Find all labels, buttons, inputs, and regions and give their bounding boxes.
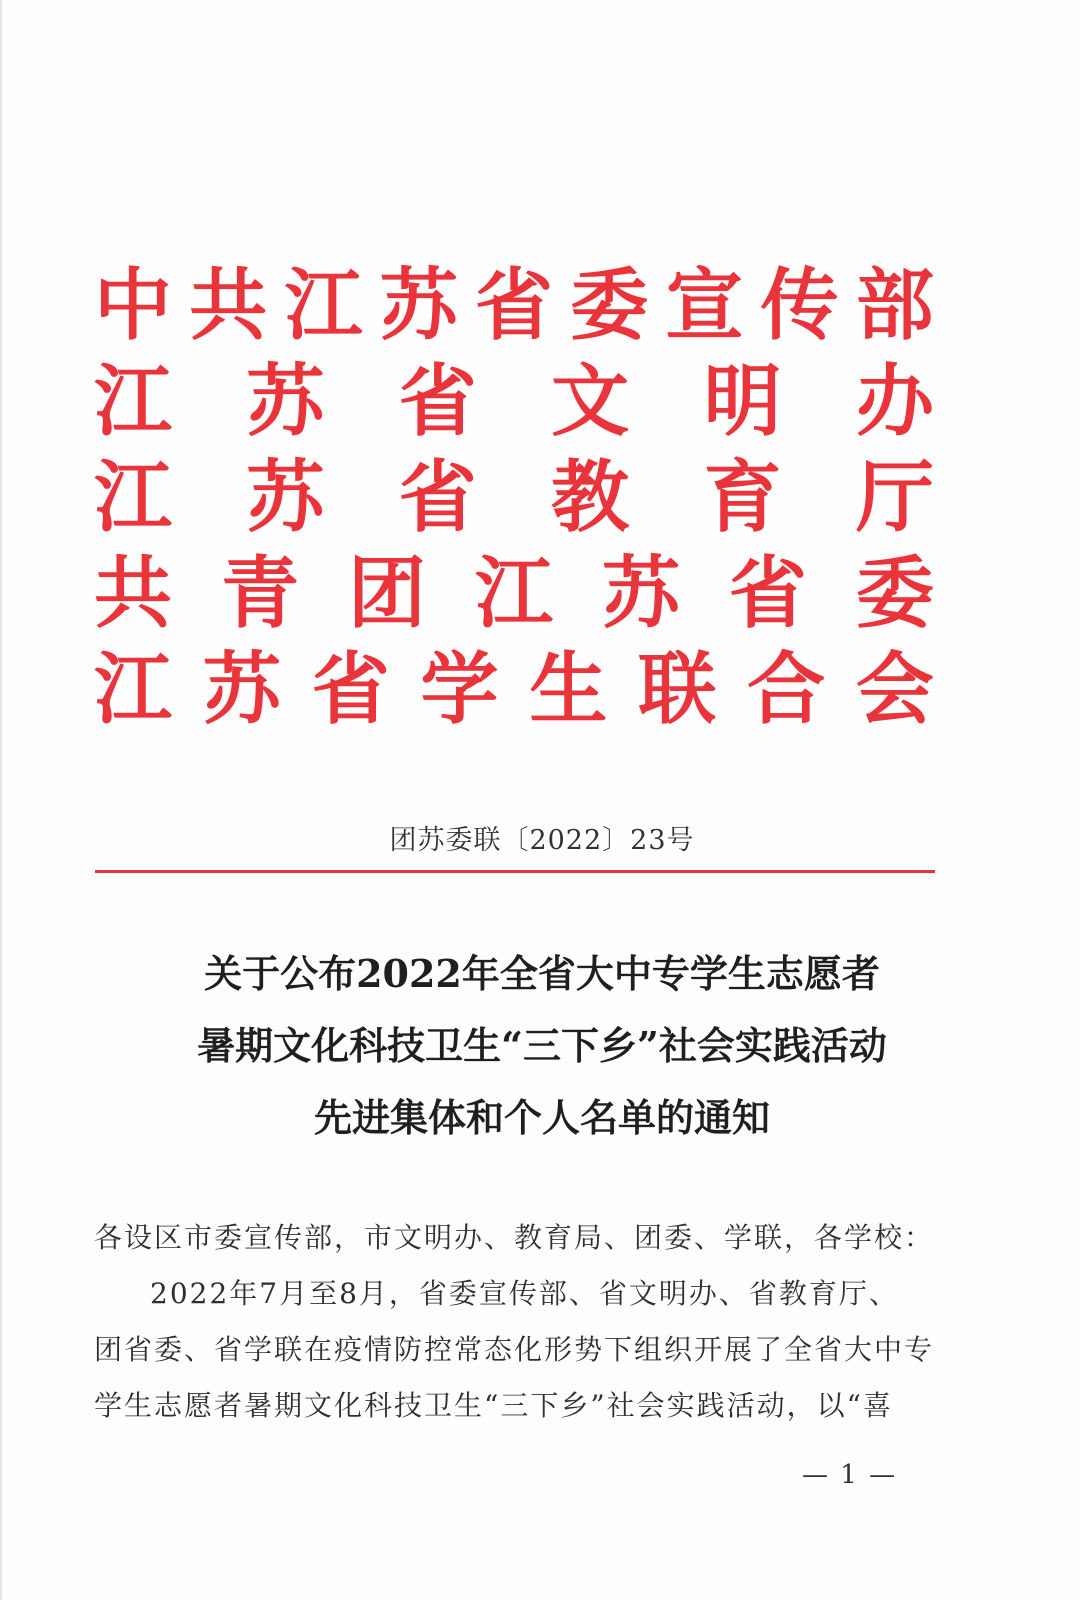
- letterhead-char: 委: [570, 260, 649, 351]
- salutation: 各设区市委宣传部，市文明办、教育局、团委、学联，各学校：: [94, 1221, 935, 1254]
- letterhead-char: 江: [94, 644, 173, 735]
- letterhead-char: 苏: [246, 356, 325, 447]
- letterhead-char: 传: [760, 260, 839, 351]
- paragraph-line: 2022年7月至8月，省委宣传部、省文明办、省教育厅、: [150, 1277, 899, 1310]
- letterhead-char: 委: [855, 548, 934, 639]
- paragraph-line: 团省委、省学联在疫情防控常态化形势下组织开展了全省大中专: [94, 1333, 935, 1366]
- letterhead-char: 省: [398, 356, 477, 447]
- page-number: — 1 —: [802, 1460, 898, 1490]
- document-body: [94, 1210, 934, 1434]
- letterhead-char: 育: [703, 452, 782, 543]
- letterhead-char: 学: [420, 644, 499, 735]
- letterhead-char: 共: [189, 260, 268, 351]
- letterhead-char: 联: [638, 644, 717, 735]
- title-line-3: 先进集体和个人名单的通知: [313, 1095, 770, 1140]
- letterhead-char: 苏: [202, 644, 281, 735]
- document-number: 团苏委联〔2022〕23号: [389, 825, 695, 856]
- letterhead-char: 江: [474, 548, 553, 639]
- letterhead-char: 苏: [601, 548, 680, 639]
- letterhead-char: 省: [311, 644, 390, 735]
- letterhead-char: 省: [398, 452, 477, 543]
- letterhead-char: 会: [855, 644, 934, 735]
- letterhead: [94, 258, 934, 738]
- letterhead-char: 省: [728, 548, 807, 639]
- letterhead-char: 明: [703, 356, 782, 447]
- letterhead-char: 部: [855, 260, 934, 351]
- letterhead-char: 省: [474, 260, 553, 351]
- letterhead-char: 团: [347, 548, 426, 639]
- letterhead-line: [94, 450, 934, 546]
- letterhead-line: [94, 354, 934, 450]
- letterhead-char: 厅: [855, 452, 934, 543]
- red-divider: [95, 870, 935, 873]
- letterhead-line: [94, 258, 934, 354]
- letterhead-char: 共: [94, 548, 173, 639]
- letterhead-char: 江: [94, 356, 173, 447]
- title-line-1: 关于公布2022年全省大中专学生志愿者: [204, 951, 880, 996]
- letterhead-line: [94, 642, 934, 738]
- letterhead-char: 文: [551, 356, 630, 447]
- letterhead-char: 苏: [379, 260, 458, 351]
- letterhead-char: 江: [284, 260, 363, 351]
- letterhead-char: 青: [220, 548, 299, 639]
- letterhead-char: 办: [855, 356, 934, 447]
- letterhead-line: [94, 546, 934, 642]
- letterhead-char: 教: [551, 452, 630, 543]
- letterhead-char: 苏: [246, 452, 325, 543]
- letterhead-char: 合: [747, 644, 826, 735]
- letterhead-char: 江: [94, 452, 173, 543]
- paragraph-line: 学生志愿者暑期文化科技卫生“三下乡”社会实践活动，以“喜: [94, 1389, 893, 1422]
- letterhead-char: 宣: [665, 260, 744, 351]
- letterhead-char: 生: [529, 644, 608, 735]
- document-title: [2, 938, 1080, 1154]
- title-line-2: 暑期文化科技卫生“三下乡”社会实践活动: [197, 1023, 887, 1068]
- letterhead-char: 中: [94, 260, 173, 351]
